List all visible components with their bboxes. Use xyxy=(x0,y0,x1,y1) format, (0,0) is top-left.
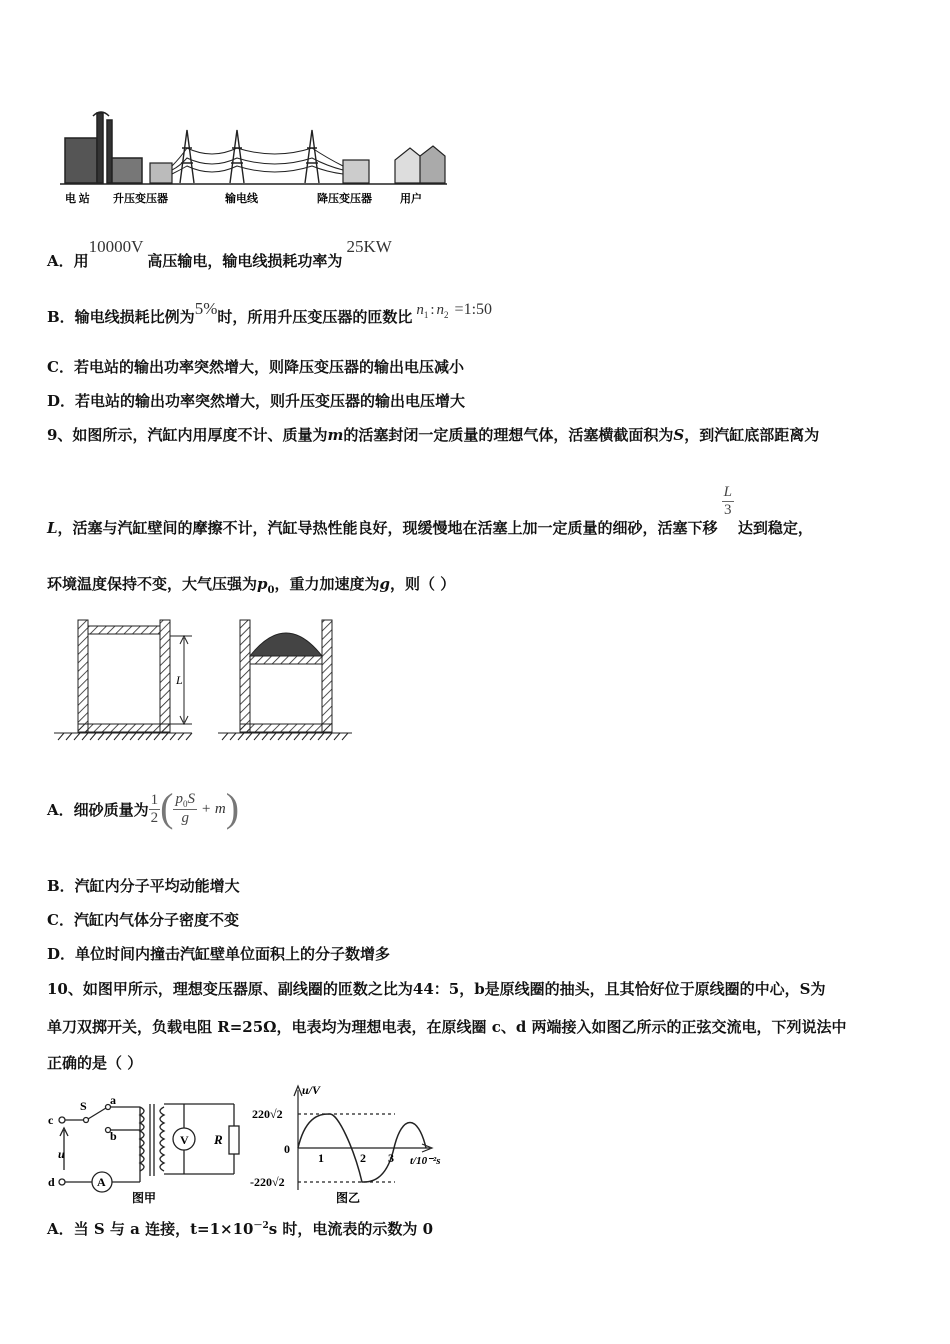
label-user: 用户 xyxy=(400,193,422,205)
q9-option-d: D．单位时间内撞击汽缸壁单位面积上的分子数增多 xyxy=(47,945,391,963)
svg-text:S: S xyxy=(80,1099,87,1113)
svg-text:3: 3 xyxy=(388,1151,394,1165)
power-station-drawing xyxy=(65,112,142,183)
q9-option-b: B．汽缸内分子平均动能增大 xyxy=(47,877,240,895)
step-down-transformer-drawing xyxy=(343,160,369,183)
q9-fraction-p0S-over-g: $\frac{p_0S}{g}$ xyxy=(175,791,195,826)
switch-blade xyxy=(88,1108,106,1119)
q9-fraction-L-over-3: $\frac{L}{3}$ xyxy=(723,484,732,518)
q9-option-a: A．细砂质量为 $\frac{1}{2}$ ( $\frac{p_0S}{g}$ + m) xyxy=(47,785,240,830)
q9-stem-line1: 9、如图所示，汽缸内用厚度不计、质量为m的活塞封闭一定质量的理想气体，活塞横截面积为S，到汽缸底部距离为 xyxy=(47,426,820,444)
q8-power: 25KW xyxy=(346,237,392,256)
svg-text:u/V: u/V xyxy=(302,1083,321,1097)
svg-text:V: V xyxy=(180,1133,189,1147)
caption-yi: 图乙 xyxy=(336,1191,361,1205)
q9-stem-line2: L，活塞与汽缸壁间的摩擦不计，汽缸导热性能良好，现缓慢地在活塞上加一定质量的细砂，活塞下移 $\frac{L}{3}$ 达到稳定， xyxy=(47,484,813,537)
circuit-figure xyxy=(44,1090,254,1208)
label-power-station: 电 站 xyxy=(65,193,90,205)
q10-stem-line2: 单刀双掷开关，负载电阻 R=25Ω，电表均为理想电表，在原线圈 c、d 两端接入如图乙所示的正弦交流电，下列说法中 xyxy=(47,1018,847,1036)
resistor-R xyxy=(229,1126,239,1154)
q9-left-paren: ( xyxy=(160,785,174,830)
secondary-coil xyxy=(160,1107,164,1171)
svg-text:u: u xyxy=(58,1147,65,1161)
q9-option-c: C．汽缸内气体分子密度不变 xyxy=(47,911,239,929)
q8-voltage: 10000V xyxy=(88,237,144,256)
svg-text:A: A xyxy=(97,1175,106,1189)
power-transmission-figure xyxy=(55,108,455,208)
cylinder-right xyxy=(240,620,332,732)
step-up-transformer-drawing xyxy=(150,163,172,183)
distance-label-L: L xyxy=(176,673,183,687)
q9-right-paren: ) xyxy=(225,785,240,830)
q10-option-a: A．当 S 与 a 连接，$t=1\times 10^{-2}s$ 时，电流表的示数为 0 xyxy=(47,1220,434,1238)
q10-stem-line3: 正确的是（ ） xyxy=(47,1054,143,1072)
caption-jia: 图甲 xyxy=(132,1191,157,1205)
svg-text:t/10⁻²s: t/10⁻²s xyxy=(410,1155,441,1167)
cylinder-left xyxy=(78,620,192,732)
svg-text:R: R xyxy=(214,1132,223,1147)
svg-text:d: d xyxy=(48,1175,55,1189)
y-tick-bottom: -220√2 xyxy=(250,1175,285,1189)
label-line: 输电线 xyxy=(225,193,258,205)
label-step-down: 降压变压器 xyxy=(317,193,372,205)
svg-text:0: 0 xyxy=(284,1142,290,1156)
q10-stem-line1: 10、如图甲所示，理想变压器原、副线圈的匝数之比为44：5，b是原线圈的抽头，且其恰好位于原线圈的中心，S为 xyxy=(47,980,826,998)
svg-text:1: 1 xyxy=(318,1151,324,1165)
y-tick-top: 220√2 xyxy=(252,1107,283,1121)
q8-loss-pct: 5% xyxy=(194,299,218,318)
piston-left xyxy=(88,626,160,634)
piston-right xyxy=(250,656,322,664)
svg-text:2: 2 xyxy=(360,1151,366,1165)
svg-text:a: a xyxy=(110,1093,116,1107)
transmission-towers xyxy=(180,130,319,183)
ground-hatch xyxy=(54,733,352,740)
q9-stem-line3: 环境温度保持不变，大气压强为$p_0$，重力加速度为g，则（ ） xyxy=(47,575,456,596)
q8-option-b: B．输电线损耗比例为5%时，所用升压变压器的匝数比 $n_1$ : $n_2$ =1:50 xyxy=(47,299,493,326)
fine-sand xyxy=(250,633,322,656)
cylinder-figure xyxy=(52,612,362,744)
svg-text:c: c xyxy=(48,1113,54,1127)
q8-option-d: D．若电站的输出功率突然增大，则升压变压器的输出电压增大 xyxy=(47,392,466,410)
svg-text:b: b xyxy=(110,1129,117,1143)
q8-turns-ratio: =1:50 xyxy=(454,301,493,318)
q8-option-c: C．若电站的输出功率突然增大，则降压变压器的输出电压减小 xyxy=(47,358,464,376)
user-house-drawing xyxy=(395,146,445,183)
q9-fraction-half: $\frac{1}{2}$ xyxy=(150,791,159,826)
sine-wave-graph xyxy=(250,1078,455,1208)
q8-option-a: A．用10000V高压输电，输电线损耗功率为25KW xyxy=(47,237,392,270)
label-step-up: 升压变压器 xyxy=(113,193,168,205)
